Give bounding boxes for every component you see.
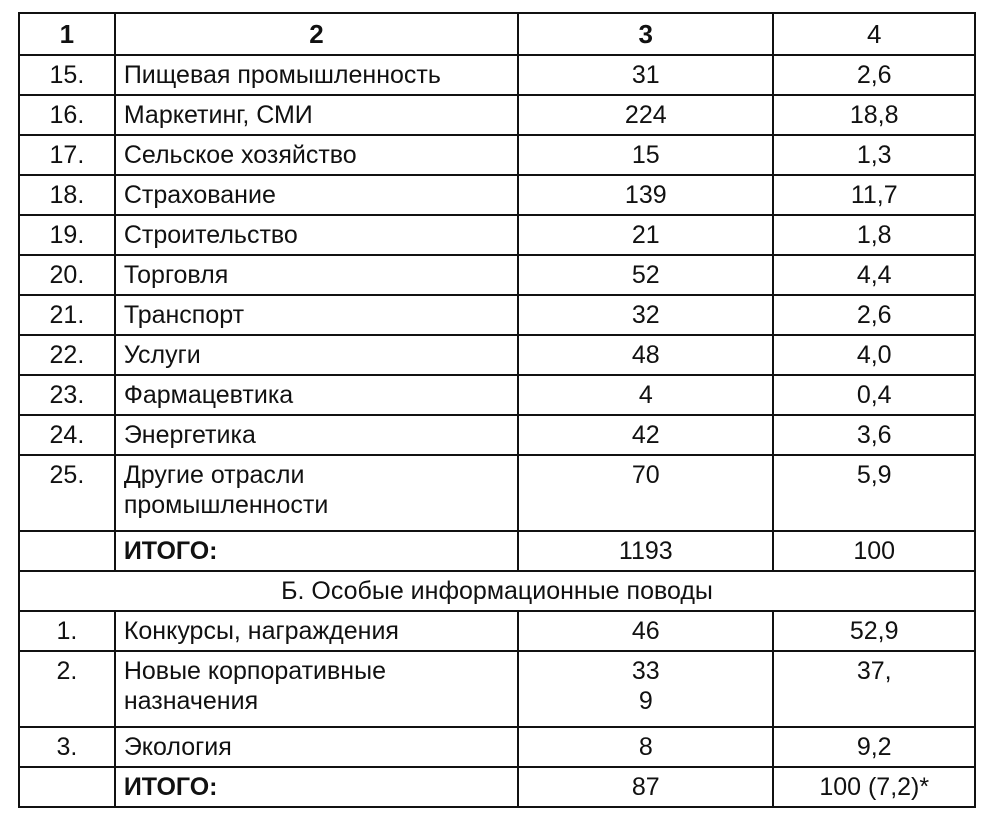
row-count — [518, 651, 773, 727]
cell-line: 32 — [631, 301, 660, 329]
row-number: 18. — [19, 175, 115, 215]
row-number: 21. — [19, 295, 115, 335]
cell-line: 224 — [624, 101, 667, 129]
total-count: 87 — [518, 767, 773, 807]
table-row — [19, 95, 975, 135]
row-percent: 3,6 — [773, 415, 975, 455]
row-percent: 37, — [773, 651, 975, 727]
row-count — [518, 175, 773, 215]
total-label: ИТОГО: — [115, 531, 518, 571]
cell-line: Экология — [123, 733, 232, 761]
row-name — [115, 455, 518, 531]
row-count — [518, 335, 773, 375]
row-percent: 52,9 — [773, 611, 975, 651]
row-percent: 1,8 — [773, 215, 975, 255]
row-count — [518, 375, 773, 415]
row-count — [518, 215, 773, 255]
row-number: 19. — [19, 215, 115, 255]
cell-line: 70 — [631, 461, 660, 489]
row-percent: 18,8 — [773, 95, 975, 135]
cell-line: 8 — [638, 733, 653, 761]
row-number: 16. — [19, 95, 115, 135]
table-row — [19, 455, 975, 531]
cell-line: 46 — [631, 617, 660, 645]
row-name — [115, 375, 518, 415]
row-count — [518, 95, 773, 135]
header-col-3: 3 — [518, 13, 773, 55]
total-empty-cell — [19, 531, 115, 571]
row-number: 20. — [19, 255, 115, 295]
row-percent: 4,4 — [773, 255, 975, 295]
cell-line: Услуги — [123, 341, 201, 369]
header-row — [19, 13, 975, 55]
row-number: 17. — [19, 135, 115, 175]
total-percent: 100 (7,2)* — [773, 767, 975, 807]
row-count — [518, 415, 773, 455]
table-row — [19, 55, 975, 95]
row-count — [518, 727, 773, 767]
row-percent: 11,7 — [773, 175, 975, 215]
cell-line: 4 — [638, 381, 653, 409]
cell-line: Пищевая промышленность — [123, 61, 441, 89]
row-name — [115, 215, 518, 255]
cell-line: 139 — [624, 181, 667, 209]
row-name — [115, 95, 518, 135]
row-count — [518, 455, 773, 531]
row-percent: 0,4 — [773, 375, 975, 415]
total-row — [19, 531, 975, 571]
row-count — [518, 611, 773, 651]
table-row — [19, 335, 975, 375]
cell-line: Сельское хозяйство — [123, 141, 357, 169]
cell-line: 48 — [631, 341, 660, 369]
row-count — [518, 295, 773, 335]
cell-line: 15 — [631, 141, 660, 169]
table-row — [19, 611, 975, 651]
table-row — [19, 295, 975, 335]
row-name — [115, 727, 518, 767]
row-count — [518, 55, 773, 95]
section-row — [19, 571, 975, 611]
table-row — [19, 727, 975, 767]
row-name — [115, 255, 518, 295]
table-row — [19, 375, 975, 415]
table-row — [19, 175, 975, 215]
cell-line: 52 — [631, 261, 660, 289]
row-percent: 5,9 — [773, 455, 975, 531]
cell-line: 21 — [631, 221, 660, 249]
cell-line: Страхование — [123, 181, 276, 209]
cell-line: промышленности — [123, 491, 329, 519]
header-col-1: 1 — [19, 13, 115, 55]
statistics-table — [18, 12, 976, 808]
row-name — [115, 611, 518, 651]
row-percent: 2,6 — [773, 55, 975, 95]
row-number: 2. — [19, 651, 115, 727]
cell-line: 9 — [638, 687, 653, 715]
total-row — [19, 767, 975, 807]
cell-line: назначения — [123, 687, 259, 715]
section-title: Б. Особые информационные поводы — [19, 571, 975, 611]
row-number: 15. — [19, 55, 115, 95]
table-row — [19, 415, 975, 455]
row-number: 1. — [19, 611, 115, 651]
cell-line: Строительство — [123, 221, 298, 249]
row-number: 25. — [19, 455, 115, 531]
cell-line: Конкурсы, награждения — [123, 617, 399, 645]
total-empty-cell — [19, 767, 115, 807]
row-number: 23. — [19, 375, 115, 415]
cell-line: 33 — [631, 657, 660, 685]
row-name — [115, 651, 518, 727]
cell-line: 31 — [631, 61, 660, 89]
table-row — [19, 135, 975, 175]
header-col-4: 4 — [773, 13, 975, 55]
row-name — [115, 55, 518, 95]
total-count: 1193 — [518, 531, 773, 571]
row-count — [518, 135, 773, 175]
row-name — [115, 135, 518, 175]
row-count — [518, 255, 773, 295]
row-number: 22. — [19, 335, 115, 375]
row-number: 24. — [19, 415, 115, 455]
header-col-2: 2 — [115, 13, 518, 55]
row-percent: 2,6 — [773, 295, 975, 335]
table-row — [19, 215, 975, 255]
row-name — [115, 295, 518, 335]
row-number: 3. — [19, 727, 115, 767]
table-row — [19, 255, 975, 295]
row-name — [115, 175, 518, 215]
table-row — [19, 651, 975, 727]
cell-line: Энергетика — [123, 421, 256, 449]
row-percent: 1,3 — [773, 135, 975, 175]
cell-line: Транспорт — [123, 301, 245, 329]
cell-line: Торговля — [123, 261, 229, 289]
row-percent: 9,2 — [773, 727, 975, 767]
total-percent: 100 — [773, 531, 975, 571]
cell-line: Маркетинг, СМИ — [123, 101, 313, 129]
cell-line: 42 — [631, 421, 660, 449]
total-label: ИТОГО: — [115, 767, 518, 807]
cell-line: Новые корпоративные — [123, 657, 386, 685]
row-percent: 4,0 — [773, 335, 975, 375]
row-name — [115, 415, 518, 455]
row-name — [115, 335, 518, 375]
cell-line: Фармацевтика — [123, 381, 294, 409]
cell-line: Другие отрасли — [123, 461, 305, 489]
